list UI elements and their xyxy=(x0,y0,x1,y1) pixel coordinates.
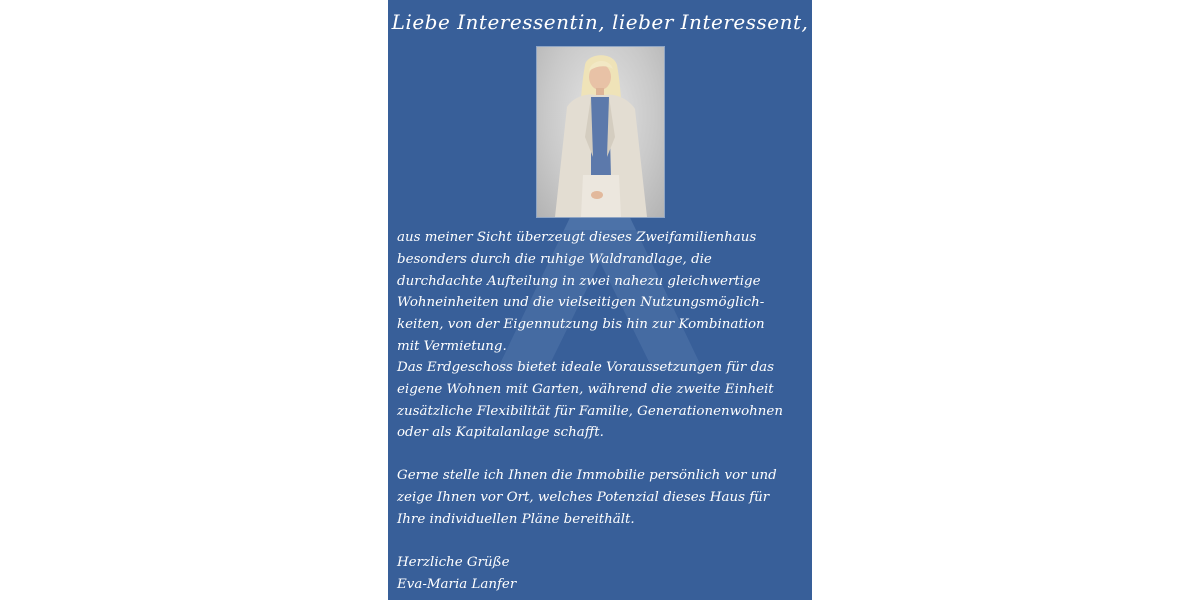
paragraph-details: Das Erdgeschoss bietet ideale Voraussetzungen für das eigene Wohnen mit Garten, während die zweite Einheit zusätzliche Flexibilität für Familie, Generationenwohnen oder als Kapitalanlage schafft. xyxy=(397,360,783,441)
closing-text: Herzliche Grüße xyxy=(397,555,510,570)
signature-block xyxy=(397,552,809,596)
letter-card xyxy=(388,0,812,600)
greeting-heading: Liebe Interessentin, lieber Interessent, xyxy=(391,10,809,34)
paragraph-intro: aus meiner Sicht überzeugt dieses Zweifamilienhaus besonders durch die ruhige Waldrandlage, die durchdachte Aufteilung in zwei nahezu gleichwertige Wohneinheiten und die vielseitigen Nutzungsmöglich- keiten, von der Eigennutzung bis hin zur Kombination mit Vermietung. xyxy=(397,230,765,354)
paragraph-invitation: Gerne stelle ich Ihnen die Immobilie persönlich vor und zeige Ihnen vor Ort, welches Potenzial dieses Haus für Ihre individuellen Pläne bereithält. xyxy=(397,468,777,527)
agent-photo xyxy=(536,46,665,218)
signature-name: Eva-Maria Lanfer xyxy=(397,576,517,592)
